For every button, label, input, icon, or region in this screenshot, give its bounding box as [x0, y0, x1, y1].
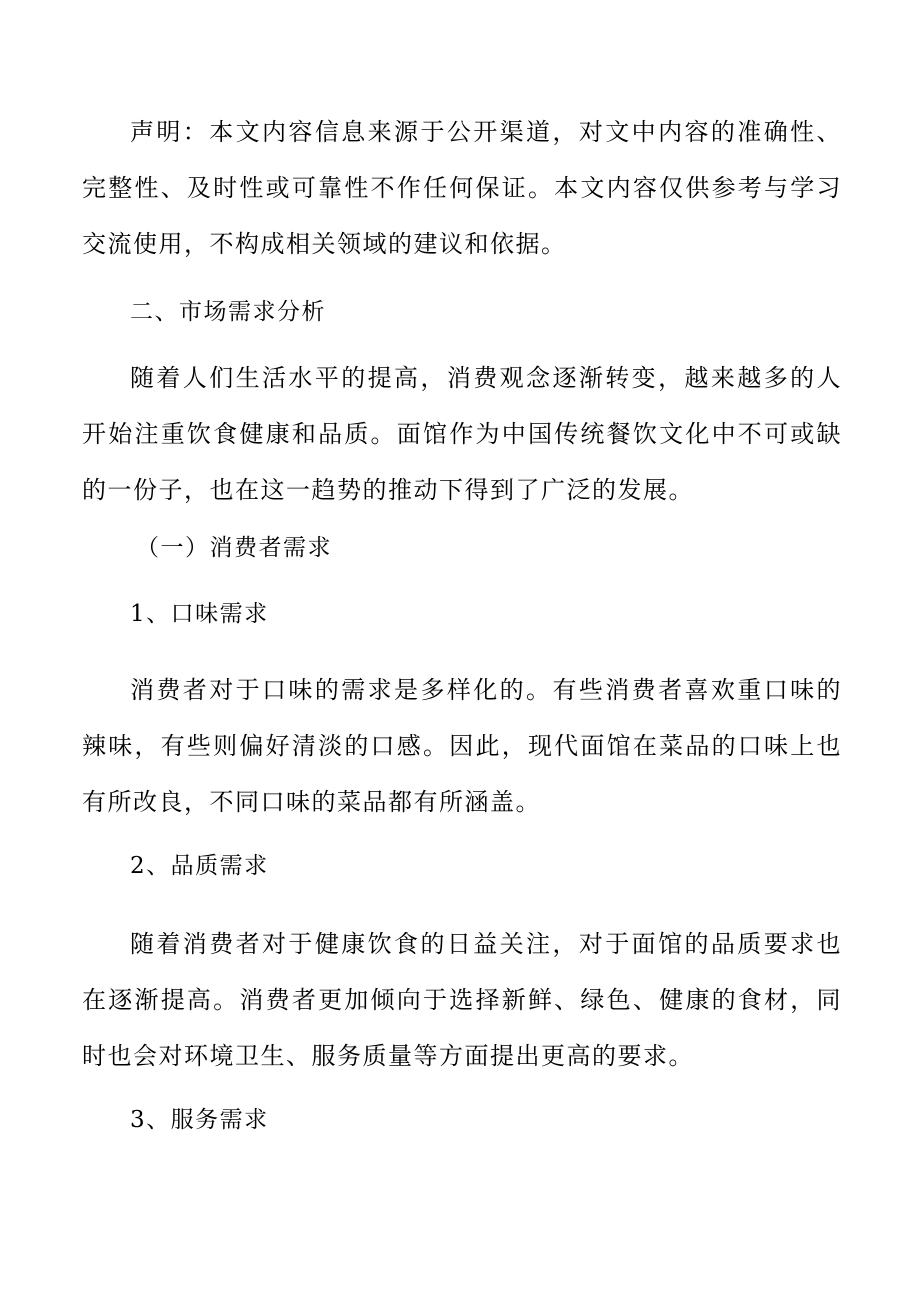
section-title: 二、市场需求分析	[130, 299, 326, 325]
subsection-title: （一）消费者需求	[136, 535, 332, 561]
disclaimer-paragraph: 声明：本文内容信息来源于公开渠道，对文中内容的准确性、完整性、及时性或可靠性不作任何保证。本文内容仅供参考与学习交流使用，不构成相关领域的建议和依据。	[82, 118, 842, 258]
item-heading-taste: 1、口味需求	[130, 601, 269, 627]
item-body-taste: 消费者对于口味的需求是多样化的。有些消费者喜欢重口味的辣味，有些则偏好清淡的口感。因此，现代面馆在菜品的口味上也有所改良，不同口味的菜品都有所涵盖。	[82, 676, 842, 816]
item-heading-service: 3、服务需求	[130, 1107, 269, 1133]
item-body-quality: 随着消费者对于健康饮食的日益关注，对于面馆的品质要求也在逐渐提高。消费者更加倾向于选择新鲜、绿色、健康的食材，同时也会对环境卫生、服务质量等方面提出更高的要求。	[82, 930, 842, 1070]
intro-paragraph: 随着人们生活水平的提高，消费观念逐渐转变，越来越多的人开始注重饮食健康和品质。面馆作为中国传统餐饮文化中不可或缺的一份子，也在这一趋势的推动下得到了广泛的发展。	[82, 364, 842, 504]
item-heading-quality: 2、品质需求	[130, 853, 269, 879]
